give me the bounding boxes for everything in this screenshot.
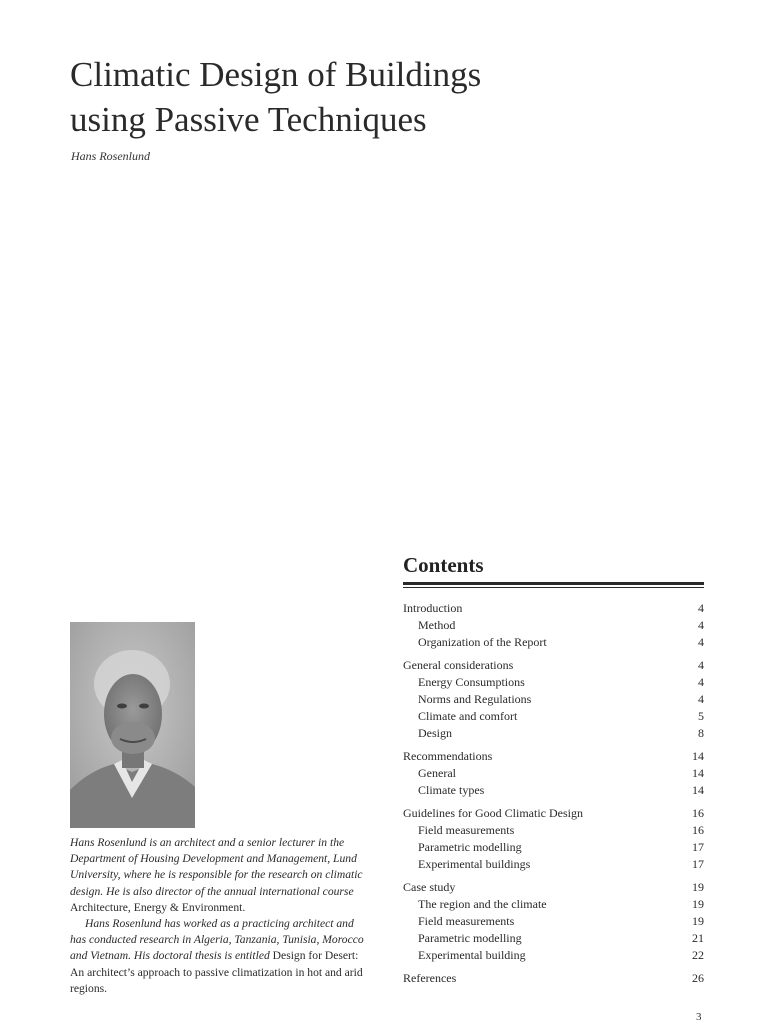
- toc-entry-page: 22: [692, 948, 704, 962]
- toc-subentry: [403, 708, 704, 725]
- toc-section: [403, 748, 704, 799]
- toc-section: [403, 805, 704, 873]
- toc-entry-page: 14: [692, 749, 704, 763]
- toc-subentry: [403, 913, 704, 930]
- toc-section: [403, 970, 704, 987]
- toc-entry-page: 16: [692, 823, 704, 837]
- toc-subentry: [403, 856, 704, 873]
- toc-entry-page: 26: [692, 971, 704, 985]
- toc-entry-label: Field measurements: [418, 823, 515, 837]
- toc-entry-page: 19: [692, 914, 704, 928]
- toc-entry-page: 8: [698, 726, 704, 740]
- toc-entry: [403, 970, 704, 987]
- toc-section: [403, 879, 704, 964]
- toc-entry-label: Guidelines for Good Climatic Design: [403, 806, 583, 820]
- author-name: Hans Rosenlund: [71, 149, 150, 163]
- toc-entry-label: The region and the climate: [418, 897, 547, 911]
- toc-subentry: [403, 930, 704, 947]
- table-of-contents: [403, 600, 704, 993]
- toc-entry-label: Parametric modelling: [418, 931, 522, 945]
- toc-subentry: [403, 725, 704, 742]
- toc-entry-page: 19: [692, 897, 704, 911]
- toc-entry: [403, 657, 704, 674]
- toc-subentry: [403, 765, 704, 782]
- toc-entry-label: Case study: [403, 880, 456, 894]
- toc-entry-label: Recommendations: [403, 749, 493, 763]
- document-title: [70, 52, 670, 142]
- toc-subentry: [403, 674, 704, 691]
- contents-heading: Contents: [403, 553, 484, 577]
- toc-subentry: [403, 896, 704, 913]
- bio-p2-thesis-title: Design for Desert: An architect’s approach to passive climatization in hot and arid regions.: [70, 949, 363, 995]
- author-biography: [70, 835, 370, 997]
- toc-entry-label: Parametric modelling: [418, 840, 522, 854]
- toc-entry-label: Climate and comfort: [418, 709, 518, 723]
- toc-entry-page: 17: [692, 840, 704, 854]
- toc-entry-page: 4: [698, 635, 704, 649]
- toc-entry-label: Introduction: [403, 601, 463, 615]
- toc-entry-page: 14: [692, 766, 704, 780]
- toc-entry-page: 4: [698, 658, 704, 672]
- toc-entry-label: General considerations: [403, 658, 514, 672]
- bio-p1-italic: Hans Rosenlund is an architect and a senior lecturer in the Department of Housing Development and Management, Lund University, where he is responsible for the research on climatic design. He is also director of the annual international course: [70, 836, 363, 898]
- toc-subentry: [403, 691, 704, 708]
- toc-entry-page: 4: [698, 692, 704, 706]
- toc-entry-label: References: [403, 971, 457, 985]
- toc-section: [403, 600, 704, 651]
- toc-entry-label: Energy Consumptions: [418, 675, 525, 689]
- toc-subentry: [403, 617, 704, 634]
- toc-subentry: [403, 947, 704, 964]
- toc-entry: [403, 879, 704, 896]
- toc-entry: [403, 805, 704, 822]
- toc-entry-label: General: [418, 766, 456, 780]
- toc-entry: [403, 748, 704, 765]
- toc-subentry: [403, 634, 704, 651]
- contents-rule-thick: [403, 582, 704, 585]
- toc-entry-page: 17: [692, 857, 704, 871]
- bio-paragraph-1: [70, 835, 370, 916]
- toc-entry-label: Organization of the Report: [418, 635, 547, 649]
- toc-section: [403, 657, 704, 742]
- toc-entry-page: 5: [698, 709, 704, 723]
- title-line-1: Climatic Design of Buildings: [70, 55, 482, 94]
- toc-entry-label: Norms and Regulations: [418, 692, 532, 706]
- toc-entry-page: 4: [698, 618, 704, 632]
- toc-entry-page: 16: [692, 806, 704, 820]
- toc-entry-label: Design: [418, 726, 452, 740]
- bio-p2-italic: Hans Rosenlund has worked as a practicing architect and has conducted research in Algeria, Tanzania, Tunisia, Morocco and Vietnam. His doctoral thesis is entitled: [70, 917, 364, 963]
- toc-subentry: [403, 822, 704, 839]
- toc-entry-page: 19: [692, 880, 704, 894]
- bio-p1-course-name: Architecture, Energy & Environment.: [70, 900, 246, 914]
- bio-paragraph-2: [70, 916, 370, 997]
- toc-entry-label: Field measurements: [418, 914, 515, 928]
- toc-entry-label: Climate types: [418, 783, 485, 797]
- toc-entry-label: Method: [418, 618, 456, 632]
- toc-entry-label: Experimental building: [418, 948, 526, 962]
- toc-subentry: [403, 839, 704, 856]
- toc-entry-page: 14: [692, 783, 704, 797]
- toc-entry-page: 4: [698, 601, 704, 615]
- toc-entry-page: 21: [692, 931, 704, 945]
- toc-entry-label: Experimental buildings: [418, 857, 531, 871]
- title-line-2: using Passive Techniques: [70, 100, 427, 139]
- contents-rule-thin: [403, 587, 704, 588]
- page-number: 3: [696, 1011, 702, 1023]
- toc-entry: [403, 600, 704, 617]
- author-portrait-photo: [70, 622, 195, 828]
- toc-subentry: [403, 782, 704, 799]
- toc-entry-page: 4: [698, 675, 704, 689]
